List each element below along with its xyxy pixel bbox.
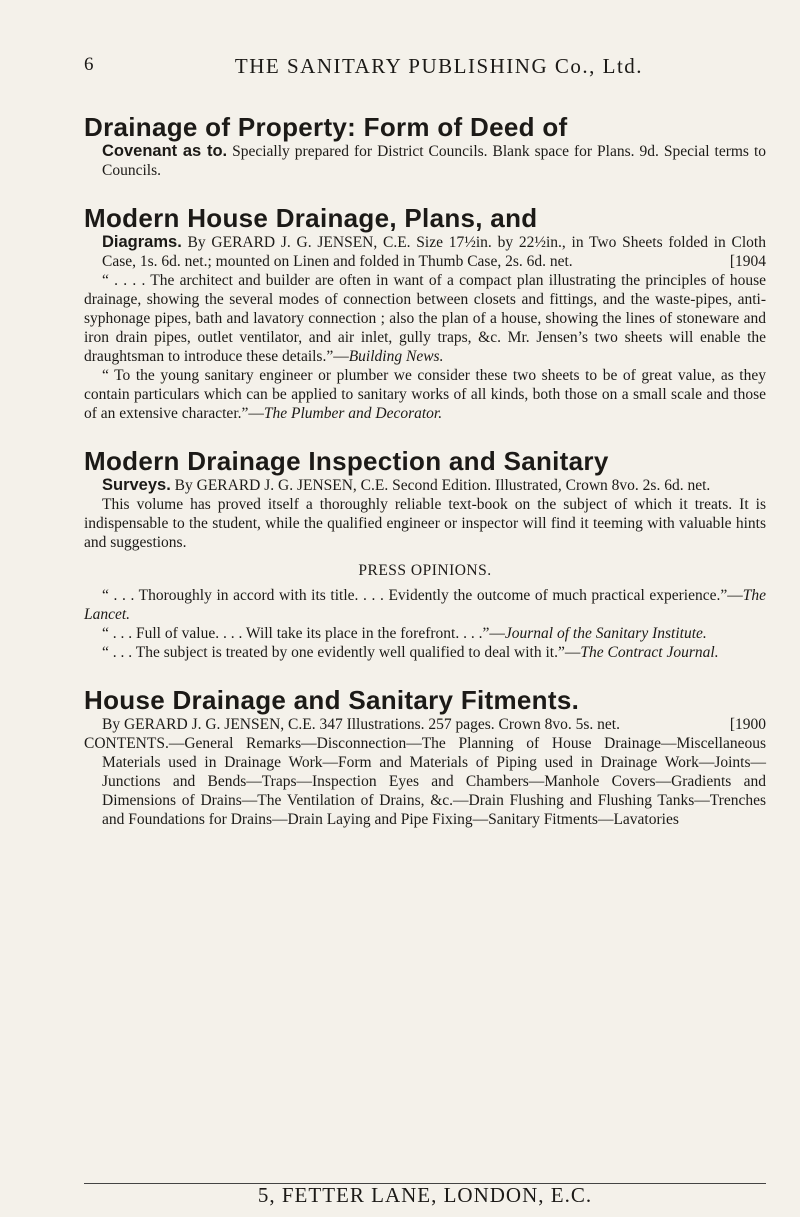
entry-paragraph: This volume has proved itself a thoroughly reliable text-book on the subject of which it treats. It is indispensable to the student, while the qualified engineer or inspector will find it teeming with valuable hints and suggestions.	[84, 496, 766, 551]
press-opinions-heading: PRESS OPINIONS.	[358, 562, 492, 579]
entry-desc-text: By GERARD J. G. JENSEN, C.E. Size 17½in. by 22½in., in Two Sheets folded in Cloth Case, 1s. 6d. net.; mounted on Linen and folded in Thumb Case, 2s. 6d. net.	[102, 234, 766, 270]
running-head: THE SANITARY PUBLISHING Co., Ltd.	[234, 54, 644, 78]
page-header	[84, 54, 764, 88]
entry-drainage-of-property	[84, 112, 766, 180]
entry-modern-drainage-inspection	[84, 446, 766, 662]
review-quote	[84, 271, 766, 366]
entry-description	[84, 142, 766, 180]
entry-description	[84, 715, 766, 734]
publication-date: [1900	[729, 716, 766, 733]
entry-desc-text: By GERARD J. G. JENSEN, C.E. Second Edition. Illustrated, Crown 8vo. 2s. 6d. net.	[170, 477, 711, 494]
quote-source: The Lancet.	[84, 587, 766, 623]
entry-modern-house-drainage	[84, 203, 766, 423]
publication-date: [1904	[729, 253, 766, 270]
catalogue-entries	[84, 112, 766, 852]
quote-source: Building News.	[348, 348, 444, 365]
entry-subtitle: Diagrams.	[102, 233, 182, 251]
quote-text: “ . . . The subject is treated by one evidently well qualified to deal with it.”—	[102, 644, 581, 661]
press-quote	[84, 643, 766, 662]
quote-source: The Contract Journal.	[580, 644, 719, 661]
entry-title: Modern House Drainage, Plans, and	[84, 203, 538, 233]
entry-desc-text: Specially prepared for District Councils. Blank space for Plans. 9d. Special terms to Councils.	[102, 143, 766, 179]
quote-text: “ To the young sanitary engineer or plumber we consider these two sheets to be of great value, as they contain particulars which can be applied to sanitary works of all kinds, both those on a small scale and those of an extensive character.”—	[84, 367, 766, 422]
contents-list: CONTENTS.—General Remarks—Disconnection—The Planning of House Drainage—Miscellaneous Materials used in Drainage Work—Form and Materials of Piping used in Drainage Work—Joints—Junctions and Bends—Traps—Inspection Eyes and Chambers—Manhole Covers—Gradients and Dimensions of Drains—The Ventilation of Drains, &c.—Drain Flushing and Flushing Tanks—Trenches and Foundations for Drains—Drain Laying and Pipe Fixing—Sanitary Fitments—Lavatories	[84, 735, 766, 828]
publisher-address: 5, FETTER LANE, LONDON, E.C.	[257, 1183, 593, 1207]
press-quote	[84, 586, 766, 624]
quote-source: The Plumber and Decorator.	[263, 405, 443, 422]
page-number: 6	[84, 54, 94, 75]
quote-source: Journal of the Sanitary Institute.	[504, 625, 707, 642]
entry-title: Drainage of Property: Form of Deed of	[84, 112, 568, 142]
quote-text: “ . . . . The architect and builder are often in want of a compact plan illustrating the principles of house drainage, showing the several modes of connection between closets and fittings, and the waste-pipes, anti-syphonage pipes, bath and lavatory connection ; also the plan of a house, showing the lines of stoneware and iron drain pipes, outlet ventilator, and air inlet, gully traps, &c. Mr. Jensen’s two sheets will enable the draughtsman to introduce these details.”—	[84, 272, 766, 365]
entry-title: Modern Drainage Inspection and Sanitary	[84, 446, 609, 476]
entry-desc-text: By GERARD J. G. JENSEN, C.E. 347 Illustrations. 257 pages. Crown 8vo. 5s. net.	[102, 716, 620, 733]
review-quote	[84, 366, 766, 423]
entry-description	[84, 476, 766, 495]
press-quote	[84, 624, 766, 643]
entry-house-drainage-fitments	[84, 685, 766, 829]
quote-text: “ . . . Thoroughly in accord with its title. . . . Evidently the outcome of much practical experience.”—	[102, 587, 743, 604]
entry-subtitle: Covenant as to.	[102, 142, 228, 160]
quote-text: “ . . . Full of value. . . . Will take its place in the forefront. . . .”—	[102, 625, 505, 642]
entry-subtitle: Surveys.	[102, 476, 171, 494]
entry-description	[84, 233, 766, 271]
entry-title: House Drainage and Sanitary Fitments.	[84, 685, 580, 715]
